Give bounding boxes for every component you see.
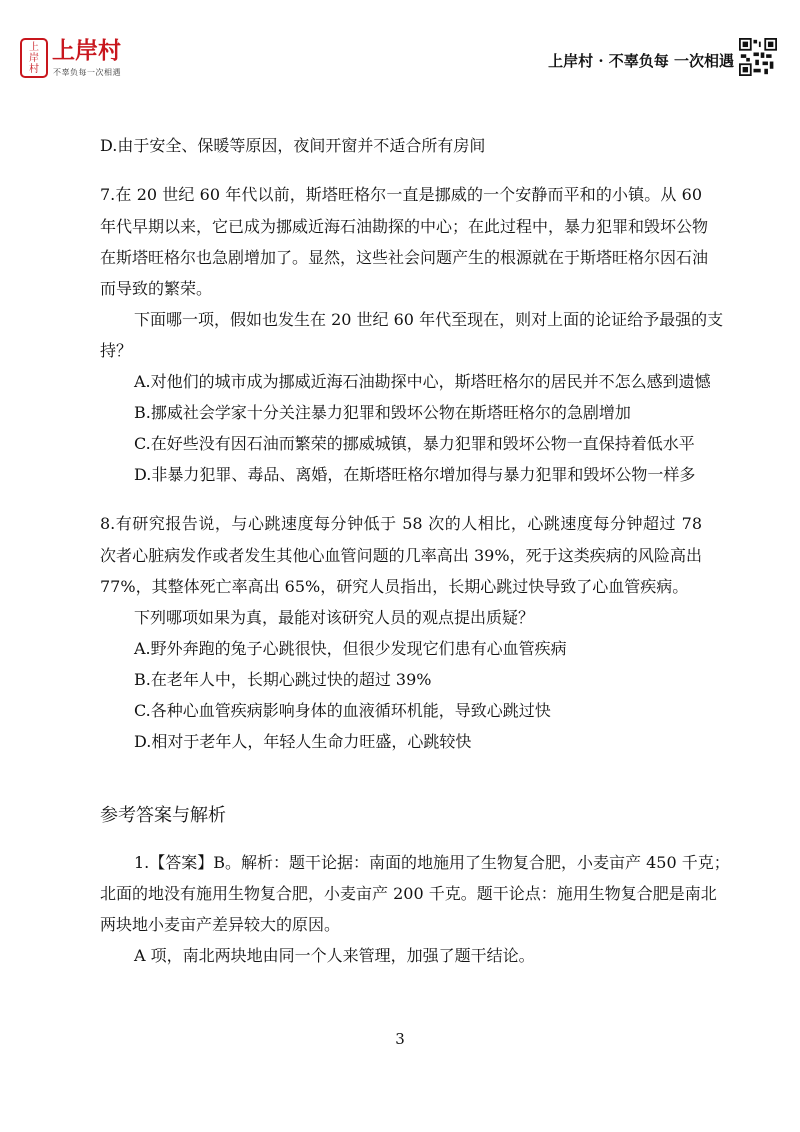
q8-option-a: A.野外奔跑的兔子心跳很快，但很少发现它们患有心血管疾病: [134, 639, 567, 658]
q8-stem-line: 8.有研究报告说，与心跳速度每分钟低于 58 次的人相比，心跳速度每分钟超过 78: [100, 514, 702, 533]
q8-option-d: D.相对于老年人，年轻人生命力旺盛，心跳较快: [134, 732, 472, 751]
q8-stem-line: 77%，其整体死亡率高出 65%，研究人员指出，长期心跳过快导致了心血管疾病。: [100, 577, 689, 596]
qr-code-icon: [739, 38, 777, 76]
q7-option-a: A.对他们的城市成为挪威近海石油勘探中心，斯塔旺格尔的居民并不怎么感到遗憾: [134, 372, 711, 391]
q7-option-c: C.在好些没有因石油而繁荣的挪威城镇，暴力犯罪和毁坏公物一直保持着低水平: [134, 434, 695, 453]
header-slogan: 上岸村 · 不辜负每 一次相遇: [548, 52, 734, 70]
q7-option-b: B.挪威社会学家十分关注暴力犯罪和毁坏公物在斯塔旺格尔的急剧增加: [134, 403, 631, 422]
page-number: 3: [395, 1030, 405, 1048]
answer-1-option-a: A 项，南北两块地由同一个人来管理，加强了题干结论。: [134, 946, 535, 965]
brand-tagline: 不辜负每一次相遇: [53, 68, 121, 77]
q7-question-line: 下面哪一项，假如也发生在 20 世纪 60 年代至现在，则对上面的论证给予最强的支: [134, 310, 724, 329]
q7-stem-line: 而导致的繁荣。: [100, 279, 213, 298]
q8-option-c: C.各种心血管疾病影响身体的血液循环机能，导致心跳过快: [134, 701, 551, 720]
page-header: [0, 0, 800, 90]
brand-name: 上岸村: [52, 38, 121, 64]
q8-stem-line: 次者心脏病发作或者发生其他心血管问题的几率高出 39%，死于这类疾病的风险高出: [100, 546, 702, 565]
q7-question-line: 持？: [100, 341, 133, 360]
answers-section-title: 参考答案与解析: [100, 805, 226, 826]
q7-stem-line: 7.在 20 世纪 60 年代以前，斯塔旺格尔一直是挪威的一个安静而平和的小镇。从 60: [100, 185, 702, 204]
q7-stem-line: 在斯塔旺格尔也急剧增加了。显然，这些社会问题产生的根源就在于斯塔旺格尔因石油: [100, 248, 709, 267]
q8-question: 下列哪项如果为真，最能对该研究人员的观点提出质疑？: [134, 608, 535, 627]
q8-option-b: B.在老年人中，长期心跳过快的超过 39%: [134, 670, 432, 689]
q6-option-d: D.由于安全、保暖等原因，夜间开窗并不适合所有房间: [100, 136, 486, 155]
q7-option-d: D.非暴力犯罪、毒品、离婚，在斯塔旺格尔增加得与暴力犯罪和毁坏公物一样多: [134, 465, 696, 484]
q7-stem-line: 年代早期以来，它已成为挪威近海石油勘探的中心；在此过程中，暴力犯罪和毁坏公物: [100, 217, 709, 236]
answer-1-line: 1.【答案】B。解析：题干论据：南面的地施用了生物复合肥，小麦亩产 450 千克；: [134, 853, 730, 872]
brand-seal-logo: 上 岸 村: [20, 38, 48, 78]
answer-1-line: 两块地小麦亩产差异较大的原因。: [100, 915, 341, 934]
answer-1-line: 北面的地没有施用生物复合肥，小麦亩产 200 千克。题干论点：施用生物复合肥是南北: [100, 884, 717, 903]
